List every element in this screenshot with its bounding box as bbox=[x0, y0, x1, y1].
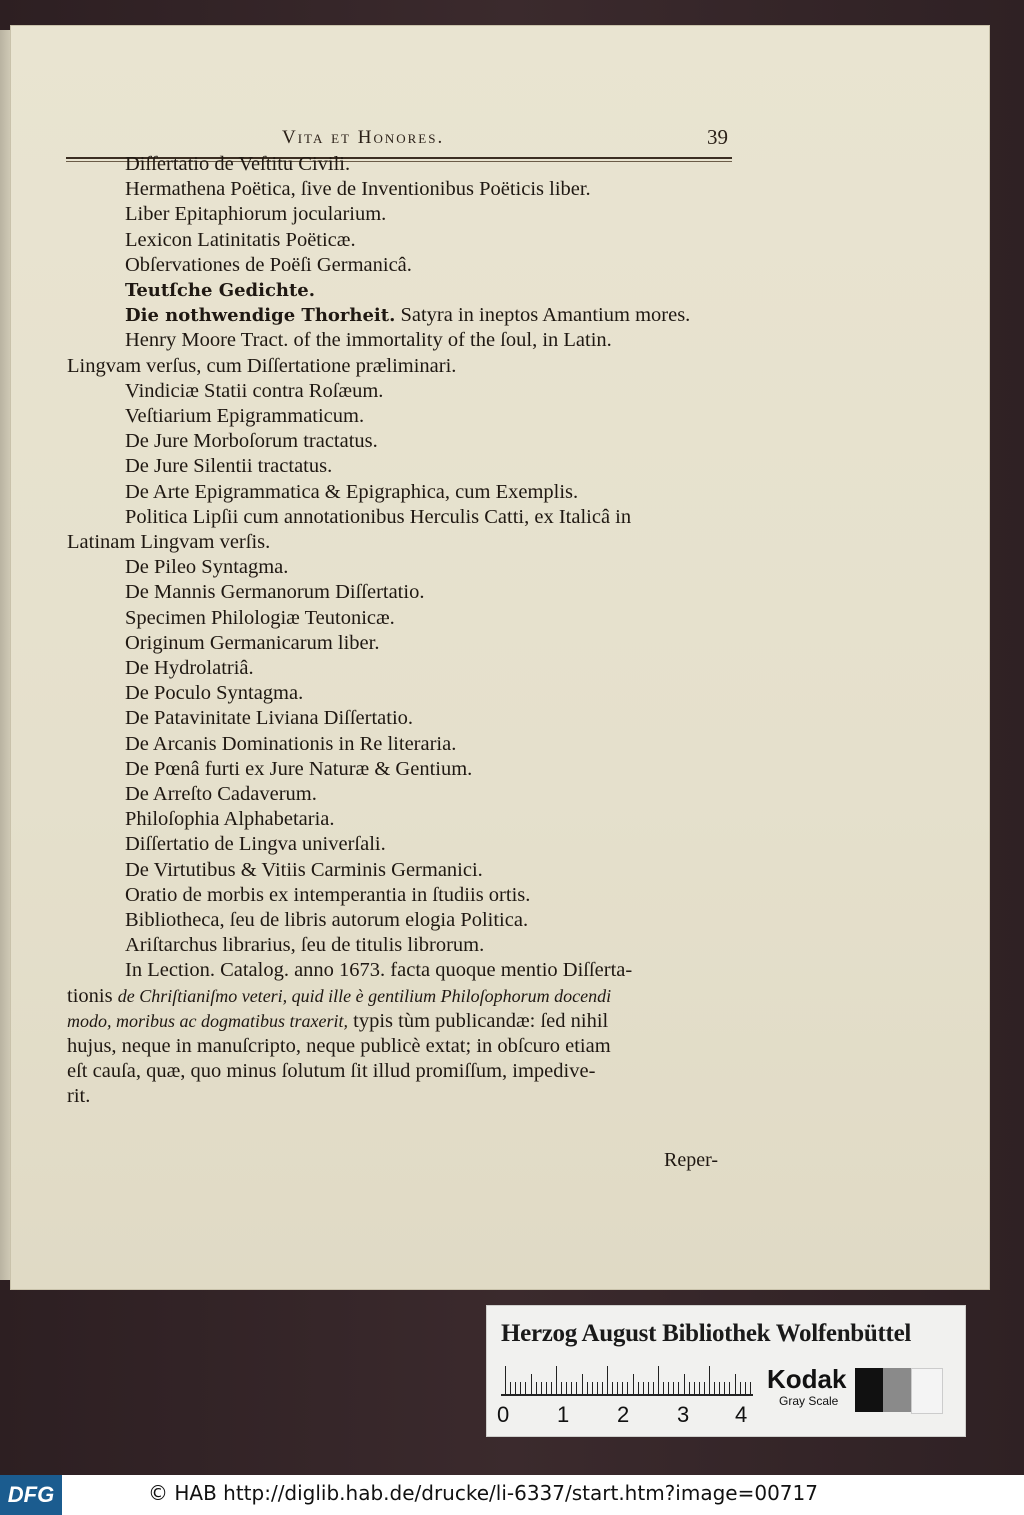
ruler-tick bbox=[663, 1382, 664, 1394]
ruler-tick bbox=[582, 1374, 583, 1394]
italic-text: de Chriſtianiſmo veteri, quid ille è gentilium Philoſophorum docendi bbox=[117, 985, 612, 1006]
text-line: In Lection. Catalog. anno 1673. facta quoque mentio Diſſerta- bbox=[125, 959, 633, 982]
color-card bbox=[486, 1305, 966, 1437]
text-line: De Poculo Syntagma. bbox=[125, 682, 304, 705]
ruler-tick bbox=[724, 1382, 725, 1394]
ruler-tick bbox=[556, 1366, 557, 1394]
ruler-tick bbox=[729, 1382, 730, 1394]
text-line: De Pileo Syntagma. bbox=[125, 556, 289, 579]
text-line: hujus, neque in manuſcripto, neque publicè extat; in obſcuro etiam bbox=[67, 1035, 611, 1057]
scale-number-2: 2 bbox=[617, 1402, 630, 1427]
text-line: Liber Epitaphiorum jocularium. bbox=[125, 203, 387, 226]
ruler-tick bbox=[714, 1382, 715, 1394]
text-line: De Mannis Germanorum Diſſertatio. bbox=[125, 581, 425, 604]
ruler-tick bbox=[622, 1382, 623, 1394]
text-line bbox=[125, 304, 690, 327]
ruler-tick bbox=[750, 1382, 751, 1394]
text-line: Hermathena Poëtica, ſive de Inventionibus Poëticis liber. bbox=[125, 178, 591, 201]
text-line: Veſtiarium Epigrammaticum. bbox=[125, 405, 365, 427]
text-line: De Arte Epigrammatica & Epigraphica, cum Exemplis. bbox=[125, 480, 579, 503]
gray-patch-mid bbox=[883, 1368, 911, 1412]
text-line: De Jure Silentii tractatus. bbox=[125, 455, 333, 478]
ruler-tick bbox=[668, 1382, 669, 1394]
running-head bbox=[10, 125, 990, 155]
ruler-tick bbox=[627, 1382, 628, 1394]
text-line bbox=[67, 1010, 608, 1033]
ruler-tick bbox=[709, 1366, 710, 1394]
kodak-logo: Kodak bbox=[767, 1364, 847, 1394]
ruler-tick bbox=[566, 1382, 567, 1394]
text-line: De Arcanis Dominationis in Re literaria. bbox=[125, 732, 457, 755]
text-line: Oratio de morbis ex intemperantia in ſtudiis ortis. bbox=[125, 883, 531, 906]
text-line: Originum Germanicarum liber. bbox=[125, 631, 380, 654]
scale-ruler bbox=[501, 1364, 753, 1396]
text-line: Specimen Philologiæ Teutonicæ. bbox=[125, 606, 395, 629]
ruler-tick bbox=[607, 1366, 608, 1394]
text-line: Politica Lipſii cum annotationibus Herculis Catti, ex Italicâ in bbox=[125, 505, 632, 528]
grayscale-label: Gray Scale bbox=[779, 1394, 839, 1408]
text-line: Ariſtarchus librarius, ſeu de titulis librorum. bbox=[125, 934, 485, 957]
catchword: Reper- bbox=[664, 1149, 719, 1171]
ruler-tick bbox=[505, 1366, 506, 1394]
ruler-tick bbox=[546, 1382, 547, 1394]
ruler-tick bbox=[735, 1374, 736, 1394]
ruler-tick bbox=[531, 1374, 532, 1394]
ruler-tick bbox=[602, 1382, 603, 1394]
ruler-tick bbox=[515, 1382, 516, 1394]
text-line: De Jure Morboſorum tractatus. bbox=[125, 430, 378, 453]
gray-patch-black bbox=[855, 1368, 883, 1412]
text-line: De Pœnâ furti ex Jure Naturæ & Gentium. bbox=[125, 757, 473, 780]
dfg-logo: DFG bbox=[0, 1475, 62, 1515]
scale-number-0: 0 bbox=[497, 1402, 510, 1427]
ruler-tick bbox=[571, 1382, 572, 1394]
ruler-tick bbox=[658, 1366, 659, 1394]
ruler-tick bbox=[561, 1382, 562, 1394]
text-line: Vindiciæ Statii contra Roſæum. bbox=[125, 379, 384, 402]
ruler-tick bbox=[684, 1374, 685, 1394]
text-line: Diſſertatio de Veſtitu Civili. bbox=[125, 153, 351, 175]
italic-text: modo, moribus ac dogmatibus traxerit, bbox=[67, 1010, 348, 1031]
ruler-tick bbox=[617, 1382, 618, 1394]
footer-bar bbox=[0, 1475, 1024, 1515]
text-line: eſt cauſa, quæ, quo minus ſolutum ſit illud promiſſum, impedive- bbox=[67, 1060, 596, 1083]
text-line: Lexicon Latinitatis Poëticæ. bbox=[125, 228, 356, 251]
ruler-tick bbox=[587, 1382, 588, 1394]
ruler-tick bbox=[597, 1382, 598, 1394]
text-line: Bibliotheca, ſeu de libris autorum elogia Politica. bbox=[125, 909, 529, 931]
ruler-tick bbox=[541, 1382, 542, 1394]
ruler-tick bbox=[576, 1382, 577, 1394]
text-line: Obſervationes de Poëſi Germanicâ. bbox=[125, 253, 412, 276]
fraktur-text: Die nothwendige Thorheit. bbox=[125, 305, 396, 327]
roman-text: typis tùm publicandæ: ſed nihil bbox=[348, 1009, 609, 1032]
ruler-tick bbox=[633, 1374, 634, 1394]
text-line: De Hydrolatriâ. bbox=[125, 657, 254, 679]
text-line bbox=[67, 985, 611, 1008]
text-line: De Virtutibus & Vitiis Carminis Germanici. bbox=[125, 858, 483, 881]
gray-patch-white bbox=[911, 1368, 943, 1414]
scale-number-4: 4 bbox=[735, 1402, 748, 1427]
footer-credit: © HAB http://diglib.hab.de/drucke/li-6337/start.htm?image=00717 bbox=[148, 1481, 818, 1505]
ruler-tick bbox=[704, 1382, 705, 1394]
institution-name: Herzog August Bibliothek Wolfenbüttel bbox=[501, 1320, 912, 1347]
text-line: Diſſertatio de Lingva univerſali. bbox=[125, 833, 386, 856]
ruler-tick bbox=[745, 1382, 746, 1394]
text-line bbox=[125, 279, 315, 302]
ruler-tick bbox=[643, 1382, 644, 1394]
ruler-tick bbox=[536, 1382, 537, 1394]
text-line: De Patavinitate Liviana Diſſertatio. bbox=[125, 707, 414, 730]
text-line: De Arreſto Cadaverum. bbox=[125, 783, 317, 805]
roman-text: tionis bbox=[67, 984, 118, 1007]
ruler-tick bbox=[612, 1382, 613, 1394]
ruler-tick bbox=[673, 1382, 674, 1394]
ruler-tick bbox=[719, 1382, 720, 1394]
fraktur-text: Teutſche Gedichte. bbox=[125, 280, 316, 301]
ruler-tick bbox=[592, 1382, 593, 1394]
ruler-tick bbox=[510, 1382, 511, 1394]
text-line: Henry Moore Tract. of the immortality of the ſoul, in Latin. bbox=[125, 329, 612, 352]
text-line: Latinam Lingvam verſis. bbox=[67, 531, 271, 553]
running-title: Vita et Honores. bbox=[282, 127, 445, 148]
ruler-tick bbox=[699, 1382, 700, 1394]
ruler-tick bbox=[551, 1382, 552, 1394]
text-line: Philoſophia Alphabetaria. bbox=[125, 808, 335, 831]
scale-number-3: 3 bbox=[677, 1402, 690, 1427]
ruler-tick bbox=[653, 1382, 654, 1394]
ruler-tick bbox=[648, 1382, 649, 1394]
scale-number-1: 1 bbox=[557, 1402, 570, 1427]
text-line: rit. bbox=[67, 1085, 91, 1108]
latin-text: Satyra in ineptos Amantium mores. bbox=[395, 304, 691, 327]
book-page bbox=[10, 25, 990, 1290]
page-number: 39 bbox=[707, 125, 728, 149]
ruler-tick bbox=[525, 1382, 526, 1394]
ruler-tick bbox=[638, 1382, 639, 1394]
ruler-tick bbox=[520, 1382, 521, 1394]
ruler-tick bbox=[689, 1382, 690, 1394]
ruler-tick bbox=[694, 1382, 695, 1394]
ruler-tick bbox=[678, 1382, 679, 1394]
text-line: Lingvam verſus, cum Diſſertatione præliminari. bbox=[67, 354, 457, 377]
ruler-tick bbox=[740, 1382, 741, 1394]
